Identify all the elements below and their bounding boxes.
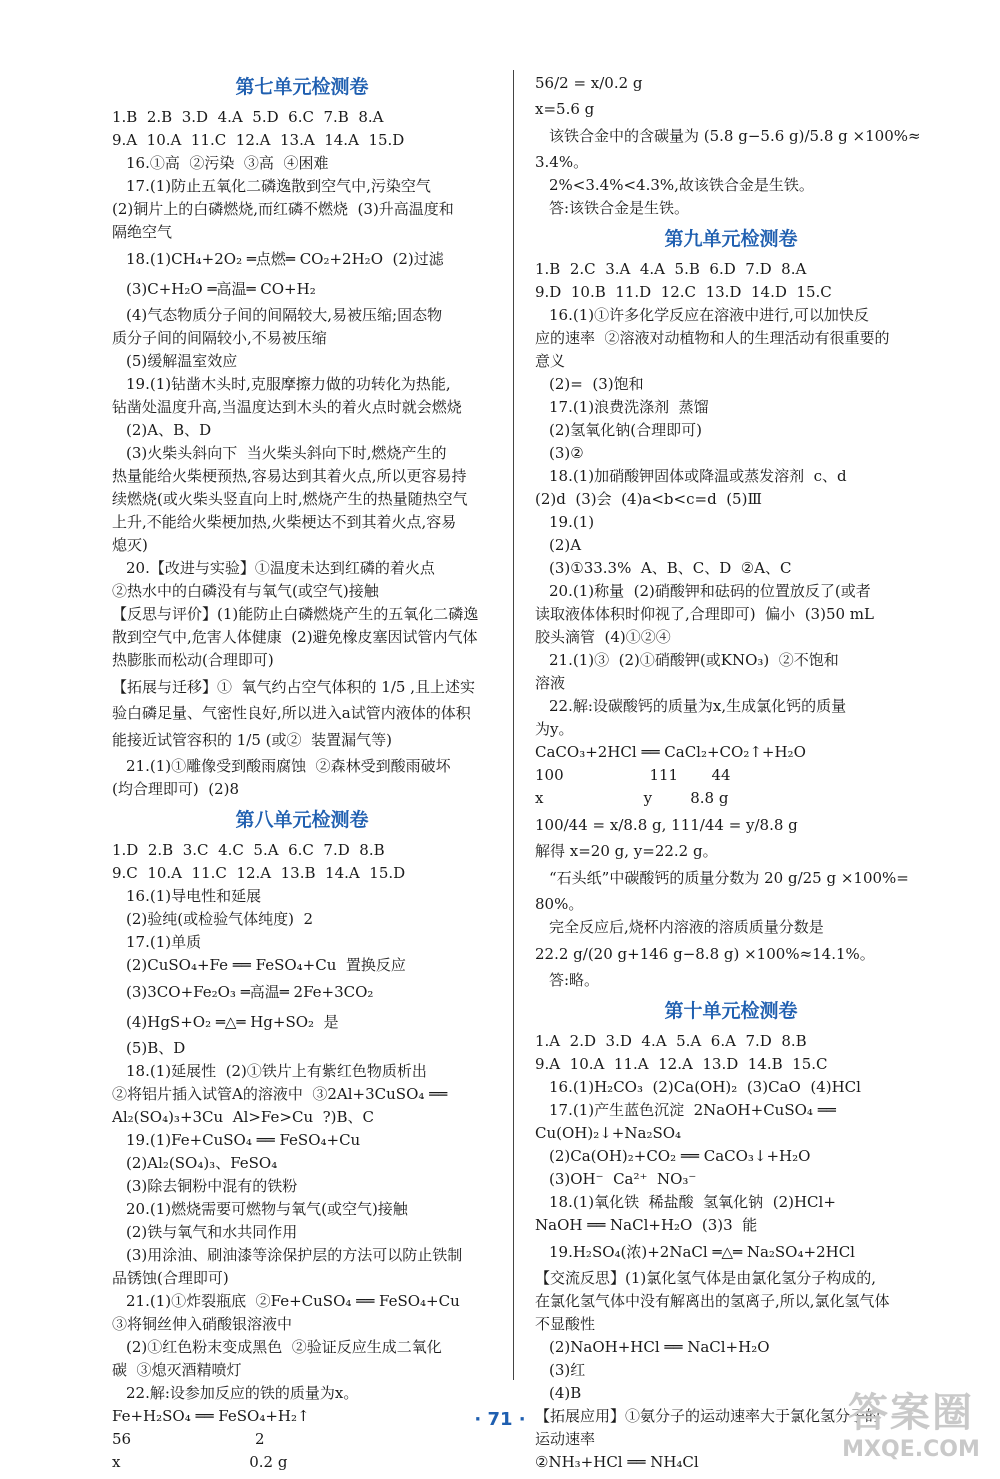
section-title: 第九单元检测卷 [664,228,798,250]
answer-line: 碳 ③熄灭酒精喷灯 [112,1361,242,1379]
answer-line: 9.C 10.A 11.C 12.A 13.B 14.A 15.D [112,864,406,882]
answer-line: 56/2 = x/0.2 g [535,74,643,92]
answer-line: (3)除去铜粉中混有的铁粉 [126,1177,298,1195]
answer-line: 22.解:设碳酸钙的质量为x,生成氯化钙的质量 [549,697,847,715]
answer-line: Al₂(SO₄)₃+3Cu Al>Fe>Cu ?)B、C [112,1108,375,1126]
answer-line: 上升,不能给火柴梗加热,火柴梗达不到其着火点,容易 [112,513,457,531]
answer-line: (4)HgS+O₂ ═△═ Hg+SO₂ 是 [126,1013,339,1031]
answer-line: (3)①33.3% A、B、C、D ②A、C [549,559,792,577]
answer-line: (2)A、B、D [126,421,212,439]
answer-line: 品锈蚀(合理即可) [112,1269,229,1287]
answer-line: ③将铜丝伸入硝酸银溶液中 [112,1315,293,1333]
answer-line: 完全反应后,烧杯内溶液的溶质质量分数是 [549,918,824,936]
answer-line: (3)OH⁻ Ca²⁺ NO₃⁻ [549,1170,697,1188]
answer-line: 17.(1)产生蓝色沉淀 2NaOH+CuSO₄ ══ [549,1101,836,1119]
answer-line: 18.(1)氧化铁 稀盐酸 氢氧化钠 (2)HCl+ [549,1193,836,1211]
answer-line: 为y。 [535,720,574,738]
answer-line: (5)B、D [126,1039,186,1057]
answer-line: 19.(1) [549,513,595,531]
answer-line: (2)CuSO₄+Fe ══ FeSO₄+Cu 置换反应 [126,956,406,974]
answer-line: (2)A [549,536,582,554]
answer-line: 21.(1)③ (2)①硝酸钾(或KNO₃) ②不饱和 [549,651,839,669]
answer-line: 【拓展与迁移】① 氧气约占空气体积的 1/5 ,且上述实 [112,678,475,696]
answer-line: 在氯化氢气体中没有解离出的氢离子,所以,氯化氢气体 [535,1292,890,1310]
answer-line: 9.A 10.A 11.A 12.A 13.D 14.B 15.C [535,1055,828,1073]
answer-line: 2%<3.4%<4.3%,故该铁合金是生铁。 [549,176,814,194]
right-column [535,68,927,1474]
answer-line: x y 8.8 g [535,789,729,807]
answer-line: 9.D 10.B 11.D 12.C 13.D 14.D 15.C [535,283,832,301]
answer-line: 该铁合金中的含碳量为 (5.8 g−5.6 g)/5.8 g ×100%≈ [549,127,921,145]
answer-line: 1.B 2.B 3.D 4.A 5.D 6.C 7.B 8.A [112,108,384,126]
answer-line: (2)验纯(或检验气体纯度) 2 [126,910,314,928]
answer-line: 钻凿处温度升高,当温度达到木头的着火点时就会燃烧 [112,398,462,416]
answer-line: 16.(1)①许多化学反应在溶液中进行,可以加快反 [549,306,869,324]
answer-line: 隔绝空气 [112,223,173,241]
watermark-main-text: 答案圈 [848,1390,974,1436]
answer-line: 1.B 2.C 3.A 4.A 5.B 6.D 7.D 8.A [535,260,807,278]
answer-line: 续燃烧(或火柴头竖直向上时,燃烧产生的热量随热空气 [112,490,468,508]
answer-line: 1.D 2.B 3.C 4.C 5.A 6.C 7.D 8.B [112,841,385,859]
answer-line: (2)①红色粉末变成黑色 ②验证反应生成二氧化 [126,1338,442,1356]
answer-line: 19.H₂SO₄(浓)+2NaCl ═△═ Na₂SO₄+2HCl [549,1243,855,1261]
answer-line: Fe+H₂SO₄ ══ FeSO₄+H₂↑ [112,1407,310,1425]
answer-line: (2)氢氧化钠(合理即可) [549,421,702,439]
answer-line: (2)Al₂(SO₄)₃、FeSO₄ [126,1154,278,1172]
answer-line: 22.2 g/(20 g+146 g−8.8 g) ×100%≈14.1%。 [535,945,875,963]
answer-line: (3)C+H₂O ═高温═ CO+H₂ [126,280,316,298]
answer-line: 答:该铁合金是生铁。 [549,199,690,217]
answer-line: 16.(1)导电性和延展 [126,887,262,905]
answer-line: (3)3CO+Fe₂O₃ ═高温═ 2Fe+3CO₂ [126,983,374,1001]
answer-line: 答:略。 [549,971,600,989]
column-divider [513,70,514,1380]
answer-line: 散到空气中,危害人体健康 (2)避免橡皮塞因试管内气体 [112,628,478,646]
answer-line: (2)d (3)会 (4)a<b<c=d (5)Ⅲ [535,490,762,508]
answer-line: ②NH₃+HCl ══ NH₄Cl [535,1453,699,1471]
answer-line: 意义 [535,352,566,370]
answer-line: (3)② [549,444,584,462]
answer-line: 热量能给火柴梗预热,容易达到其着火点,所以更容易持 [112,467,467,485]
answer-line: 17.(1)浪费洗涤剂 蒸馏 [549,398,709,416]
answer-line: 18.(1)加硝酸钾固体或降温或蒸发溶剂 c、d [549,467,847,485]
answer-line: 能接近试管容积的 1/5 (或② 装置漏气等) [112,731,392,749]
answer-line: x 0.2 g [112,1453,288,1471]
answer-line: (2)铁与氧气和水共同作用 [126,1223,298,1241]
answer-line: 17.(1)单质 [126,933,202,951]
answer-line: 16.①高 ②污染 ③高 ④困难 [126,154,329,172]
answer-line: (3)红 [549,1361,586,1379]
page-number: · 71 · [474,1409,526,1430]
answer-line: 【反思与评价】(1)能防止白磷燃烧产生的五氧化二磷逸 [112,605,479,623]
answer-line: 21.(1)①炸裂瓶底 ②Fe+CuSO₄ ══ FeSO₄+Cu [126,1292,460,1310]
answer-line: 100/44 = x/8.8 g, 111/44 = y/8.8 g [535,816,798,834]
answer-line: 不显酸性 [535,1315,596,1333]
answer-line: 20.【改进与实验】①温度未达到红磷的着火点 [126,559,435,577]
answer-line: 热膨胀而松动(合理即可) [112,651,274,669]
watermark-sub-text: MXQE.COM [842,1437,980,1462]
answer-line: ②热水中的白磷没有与氧气(或空气)接触 [112,582,379,600]
answer-line: (2)NaOH+HCl ══ NaCl+H₂O [549,1338,770,1356]
answer-line: 解得 x=20 g, y=22.2 g。 [535,842,718,860]
answer-line: 应的速率 ②溶液对动植物和人的生理活动有很重要的 [535,329,890,347]
answer-line: (4)气态物质分子间的间隔较大,易被压缩;固态物 [126,306,443,324]
answer-line: 20.(1)称量 (2)硝酸钾和砝码的位置放反了(或者 [549,582,871,600]
answer-line: (2)= (3)饱和 [549,375,644,393]
answer-line: 19.(1)钻凿木头时,克服摩擦力做的功转化为热能, [126,375,451,393]
answer-line: NaOH ══ NaCl+H₂O (3)3 能 [535,1216,758,1234]
section-title: 第十单元检测卷 [664,1000,798,1022]
answer-line: 56 2 [112,1430,265,1448]
answer-line: 19.(1)Fe+CuSO₄ ══ FeSO₄+Cu [126,1131,361,1149]
section-title: 第八单元检测卷 [235,809,369,831]
left-column [112,68,492,1474]
answer-line: 100 111 44 [535,766,731,784]
answer-line: 运动速率 [535,1430,596,1448]
answer-line: 16.(1)H₂CO₃ (2)Ca(OH)₂ (3)CaO (4)HCl [549,1078,861,1096]
answer-line: 验白磷足量、气密性良好,所以进入a试管内液体的体积 [112,704,471,722]
answer-line: 质分子间的间隔较小,不易被压缩 [112,329,327,347]
answer-line: “石头纸”中碳酸钙的质量分数为 20 g/25 g ×100%= [549,869,909,887]
answer-line: 【交流反思】(1)氯化氢气体是由氯化氢分子构成的, [535,1269,877,1287]
answer-line: 熄灭) [112,536,148,554]
answer-line: 22.解:设参加反应的铁的质量为x。 [126,1384,359,1402]
answer-line: Cu(OH)₂↓+Na₂SO₄ [535,1124,682,1142]
answer-line: 1.A 2.D 3.D 4.A 5.A 6.A 7.D 8.B [535,1032,807,1050]
answer-line: x=5.6 g [535,100,595,118]
section-title: 第七单元检测卷 [235,76,369,98]
answer-line: (4)B [549,1384,582,1402]
answer-line: 3.4%。 [535,153,589,171]
answer-line: CaCO₃+2HCl ══ CaCl₂+CO₂↑+H₂O [535,743,806,761]
answer-line: (5)缓解温室效应 [126,352,238,370]
answer-line: 溶液 [535,674,566,692]
answer-line: 80%。 [535,895,584,913]
answer-line: 17.(1)防止五氧化二磷逸散到空气中,污染空气 [126,177,431,195]
answer-line: 21.(1)①雕像受到酸雨腐蚀 ②森林受到酸雨破坏 [126,757,451,775]
answer-line: ②将铝片插入试管A的溶液中 ③2Al+3CuSO₄ ══ [112,1085,448,1103]
answer-line: (均合理即可) (2)8 [112,780,240,798]
answer-line: (3)用涂油、刷油漆等涂保护层的方法可以防止铁制 [126,1246,463,1264]
answer-line: 18.(1)延展性 (2)①铁片上有紫红色物质析出 [126,1062,427,1080]
watermark-logo [836,1389,986,1471]
answer-line: 胶头滴管 (4)①②④ [535,628,671,646]
answer-line: 9.A 10.A 11.C 12.A 13.A 14.A 15.D [112,131,405,149]
answer-line: 20.(1)燃烧需要可燃物与氧气(或空气)接触 [126,1200,408,1218]
answer-line: 18.(1)CH₄+2O₂ ═点燃═ CO₂+2H₂O (2)过滤 [126,250,444,268]
answer-line: (3)火柴头斜向下 当火柴头斜向下时,燃烧产生的 [126,444,447,462]
answer-line: 【拓展应用】①氨分子的运动速率大于氯化氢分子的 [535,1407,881,1425]
answer-line: (2)铜片上的白磷燃烧,而红磷不燃烧 (3)升高温度和 [112,200,454,218]
answer-line: (2)Ca(OH)₂+CO₂ ══ CaCO₃↓+H₂O [549,1147,811,1165]
answer-line: 读取液体体积时仰视了,合理即可) 偏小 (3)50 mL [535,605,874,623]
